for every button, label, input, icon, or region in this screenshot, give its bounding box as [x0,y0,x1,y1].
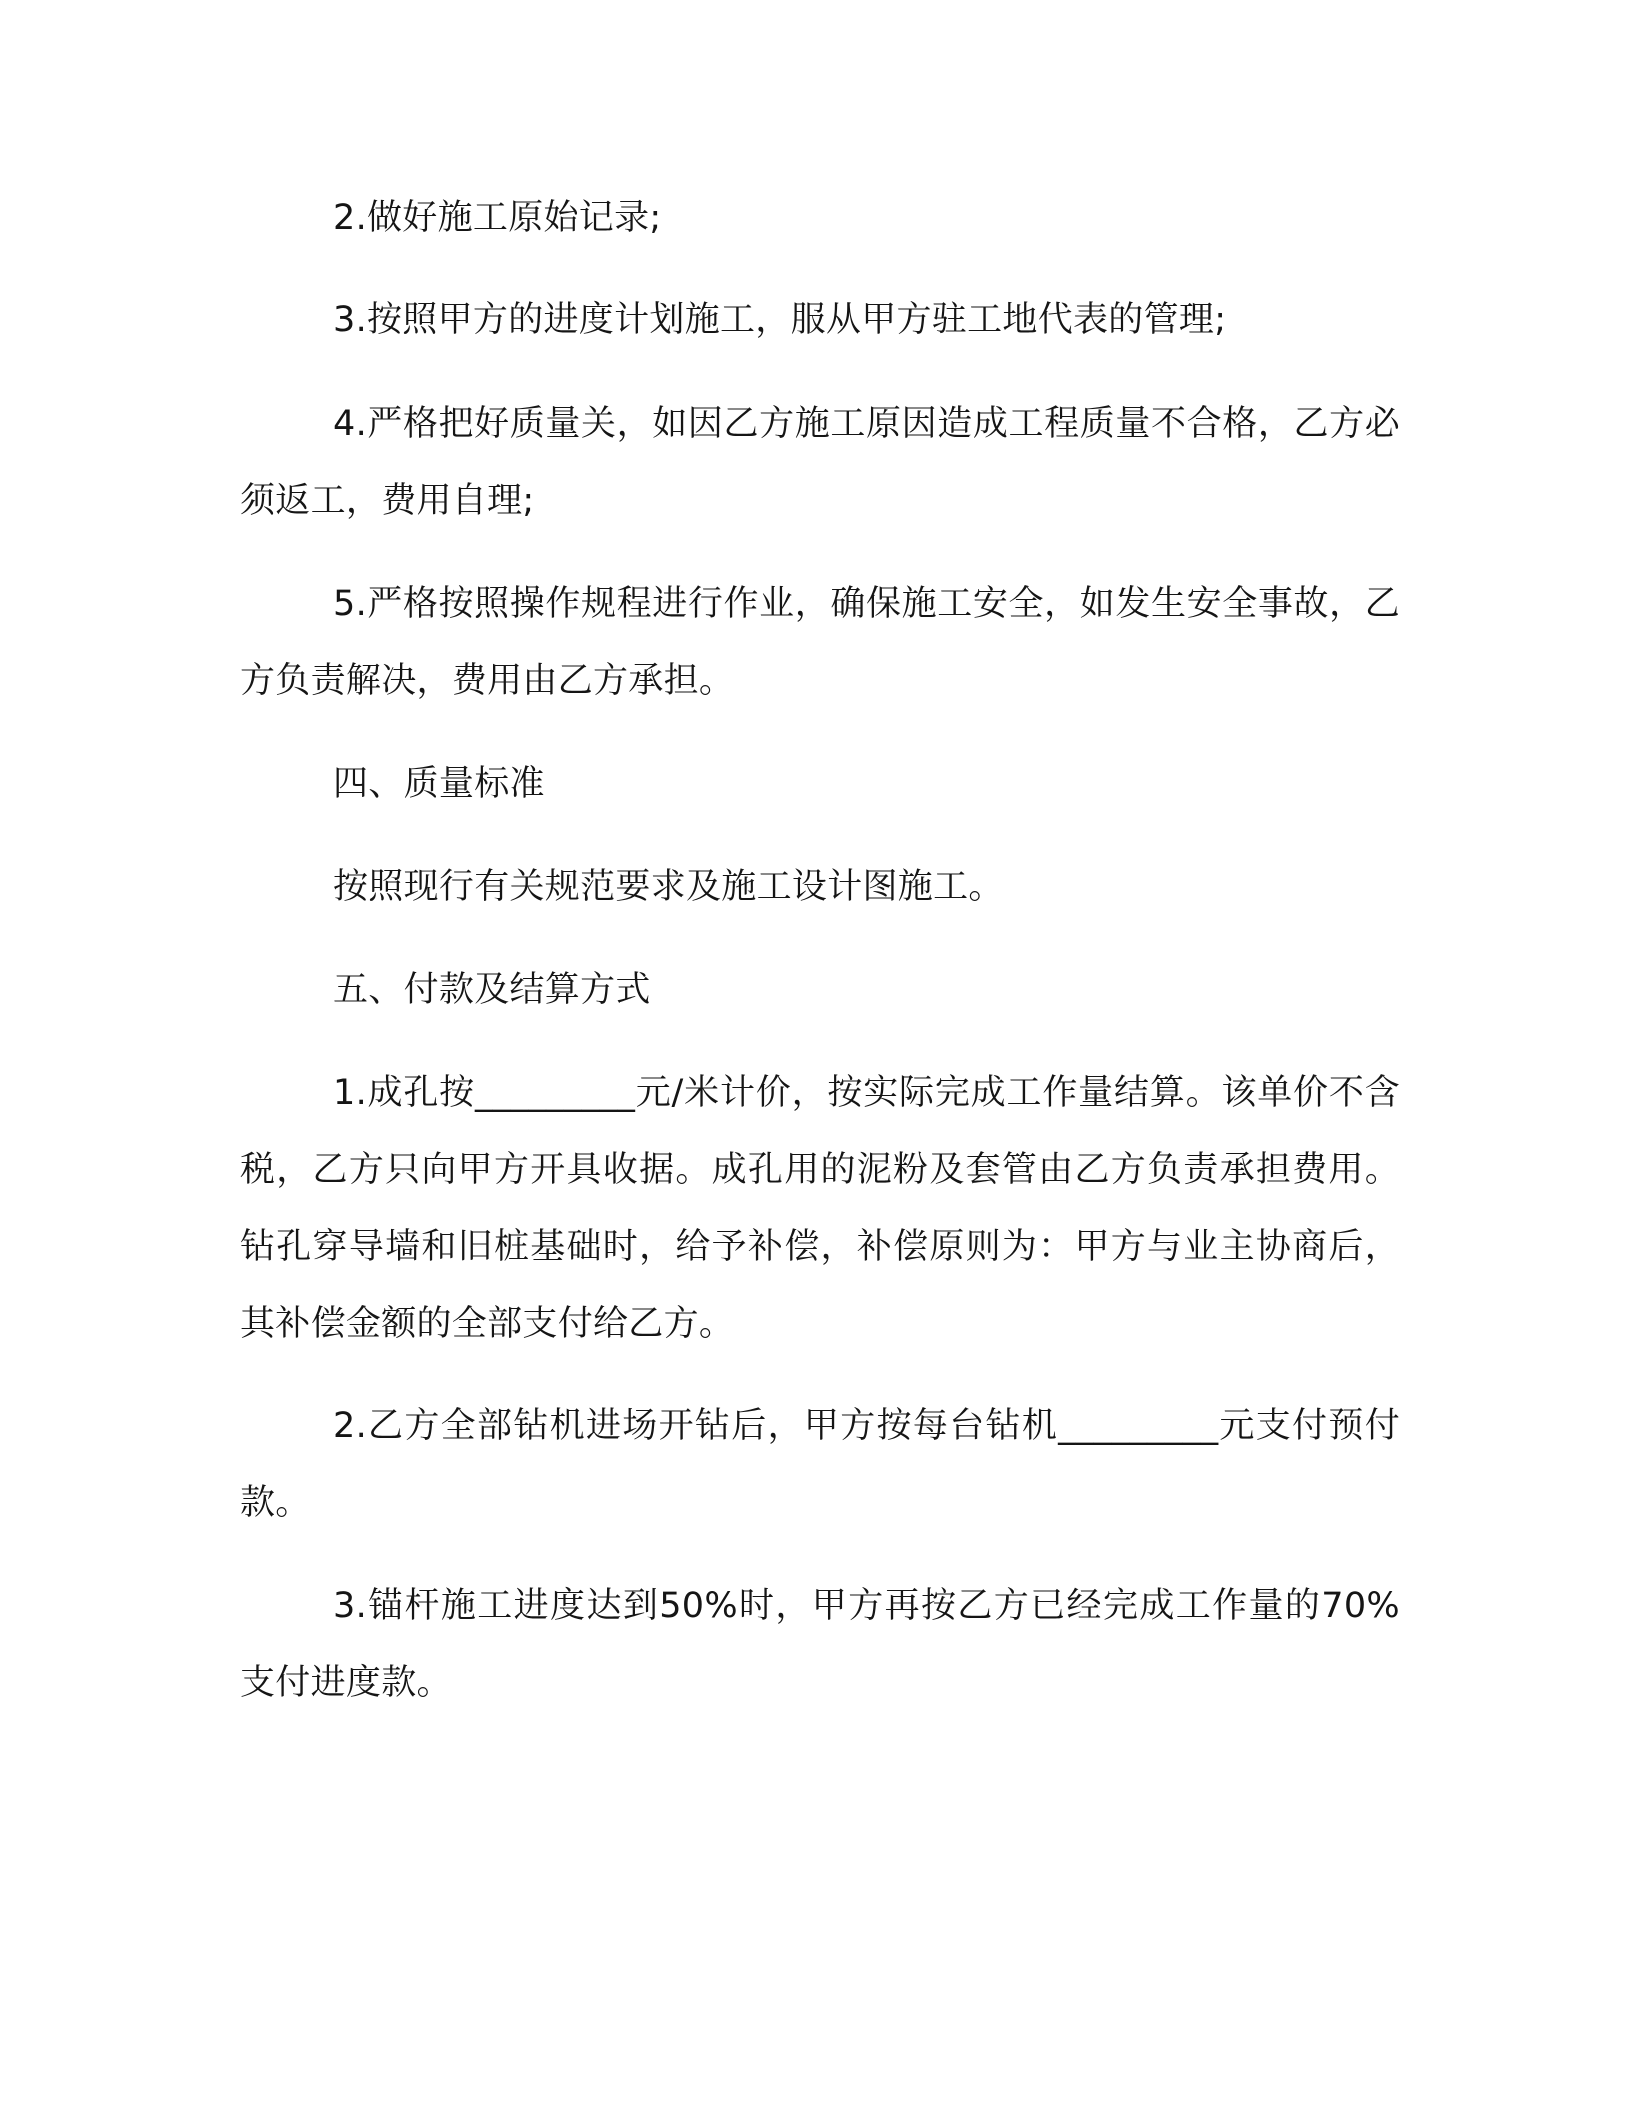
clause-5-safety: 5.严格按照操作规程进行作业，确保施工安全，如发生安全事故，乙方负责解决，费用由乙方承担。 [240,584,1400,701]
payment-clause-1: 1.成孔按_________元/米计价，按实际完成工作量结算。该单价不含税，乙方只向甲方开具收据。成孔用的泥粉及套管由乙方负责承担费用。钻孔穿导墙和旧桩基础时，给予补偿，补偿原则为：甲方与业主协商后，其补偿金额的全部支付给乙方。 [240,1073,1400,1344]
section-4-body: 按照现行有关规范要求及施工设计图施工。 [333,867,1004,907]
clause-2-records: 2.做好施工原始记录; [333,198,662,238]
section-4-heading: 四、质量标准 [333,764,545,804]
payment-clause-3: 3.锚杆施工进度达到50%时，甲方再按乙方已经完成工作量的70%支付进度款。 [240,1586,1400,1703]
clause-3-schedule: 3.按照甲方的进度计划施工，服从甲方驻工地代表的管理; [333,300,1227,340]
section-5-heading: 五、付款及结算方式 [333,970,651,1010]
payment-clause-2: 2.乙方全部钻机进场开钻后，甲方按每台钻机_________元支付预付款。 [240,1406,1400,1523]
clause-4-quality: 4.严格把好质量关，如因乙方施工原因造成工程质量不合格，乙方必须返工，费用自理; [240,404,1400,521]
